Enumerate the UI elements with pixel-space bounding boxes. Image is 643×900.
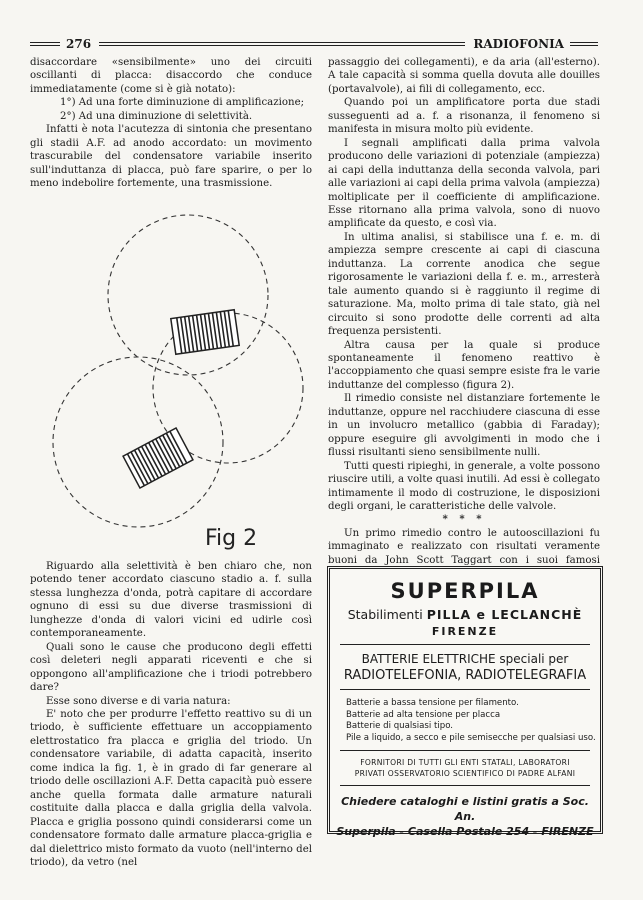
paragraph: In ultima analisi, si stabilisce una f. e. m. di ampiezza sempre crescente ai capi di ciascuna induttanza. La corrente anodica che segue rigorosamente le variazioni della f. e. m., arresterà tale aumento quando si è raggiunto il regime di saturazione. Ma, molto prima di tale stato, già nel circuito si sono prodotte delle correnti ad alta frequenza persistenti. <box>328 231 600 338</box>
paragraph: I segnali amplificati dalla prima valvola producono delle variazioni di potenziale (ampiezza) ai capi della induttanza della seconda valvola, pari alle variazioni ai capi della prima valvola (ampiezza) moltiplicate per il coefficiente di amplificazione. Esse ritornano alla prima valvola, sono di nuovo amplificate da questo, e così via. <box>328 137 600 230</box>
figure-caption: Fig 2 <box>205 526 258 551</box>
paragraph: Quali sono le cause che producono degli effetti così deleteri negli apparati riceventi e che si oppongono all'amplificazione che i triodi potrebbero dare? <box>30 641 312 694</box>
ad-divider <box>340 644 590 645</box>
ad-suppliers-line-2: PRIVATI OSSERVATORIO SCIENTIFICO DI PADRE ALFANI <box>354 769 576 778</box>
list-item: 2°) Ad una diminuzione di selettività. <box>60 110 253 122</box>
paragraph: Infatti è nota l'acutezza di sintonia che presentano gli stadii A.F. ad anodo accordato: un movimento trascurabile del condensatore variabile inserito sull'induttanza di placca, può fare sparire, o per lo meno indebolire fortemente, una trasmissione. <box>30 124 312 190</box>
superpila-advertisement <box>327 566 603 838</box>
journal-title: RADIOFONIA <box>473 37 564 51</box>
header-rule-left <box>30 42 60 46</box>
ad-divider <box>340 750 590 751</box>
paragraph: disaccordare «sensibilmente» uno dei circuiti oscillanti di placca: disaccordo che conduce immediatamente (come si è già notato): <box>30 57 312 95</box>
paragraph: Quando poi un amplificatore porta due stadi susseguenti ad a. f. a risonanza, il fenomeno si manifesta in misura molto più evidente. <box>328 97 600 136</box>
ad-suppliers <box>330 757 600 779</box>
list-item: Batterie ad alta tensione per placca <box>346 709 501 720</box>
ad-headline-2: RADIOTELEFONIA, RADIOTELEGRAFIA <box>343 668 587 683</box>
ad-suppliers-line-1: FORNITORI DI TUTTI GLI ENTI STATALI, LABORATORI <box>360 758 570 767</box>
ad-request-line-1: Chiedere cataloghi e listini gratis a Soc. An. <box>341 795 589 823</box>
list-item: Batterie a bassa tensione per filamento. <box>346 698 519 708</box>
ad-request-line-2: Superpila - Casella Postale 254 - FIRENZE <box>336 825 594 838</box>
ad-city: FIRENZE <box>431 625 499 638</box>
ad-brand: SUPERPILA <box>390 579 540 603</box>
ad-product-list <box>346 698 600 744</box>
ad-subtitle <box>330 607 600 622</box>
header-rule-right <box>570 42 598 46</box>
list-item: Pile a liquido, a secco e pile semisecche per qualsiasi uso. <box>346 732 596 743</box>
upper-coil <box>171 310 239 355</box>
page-number: 276 <box>66 37 92 51</box>
page-header <box>30 34 598 54</box>
ad-divider <box>340 689 590 690</box>
right-column <box>328 56 600 594</box>
ad-subtitle-prefix: Stabilimenti <box>347 607 423 622</box>
header-rule <box>99 42 465 46</box>
paragraph: Altra causa per la quale si produce spontaneamente il fenomeno reattivo è l'accoppiamento che quasi sempre esiste fra le varie induttanze del complesso (figura 2). <box>328 339 600 391</box>
ad-headline-1: BATTERIE ELETTRICHE speciali per <box>361 652 569 666</box>
paragraph: passaggio dei collegamenti), e da aria (all'esterno). A tale capacità si somma quella dovuta alle douilles (portavalvole), ai fili di collegamento, ecc. <box>328 57 600 95</box>
lower-coil <box>123 428 193 488</box>
figure-2 <box>30 200 312 555</box>
paragraph: Un primo rimedio contro le autooscillazioni fu immaginato e realizzato con risultati veramente buoni da John Scott Taggart con i suoi famosi <box>328 527 600 566</box>
paragraph: Tutti questi ripieghi, in generale, a volte possono riuscire utili, a volte quasi inutili. Ad essi è collegato intimamente il modo di costruzione, le disposizioni degli organi, le caratteristiche delle valvole. <box>328 460 600 512</box>
ad-subtitle-names: PILLA e LECLANCHÈ <box>426 607 583 622</box>
coil-coupling-diagram <box>30 200 312 555</box>
paragraph: Riguardo alla selettività è ben chiaro che, non potendo tener accordato ciascuno stadio a. f. sulla stessa lunghezza d'onda, potrà capitare di accordare ognuno di essi su due diverse trasmissioni di lunghezze d'onda di valori vicini ed udirle così contemporaneamente. <box>30 561 312 640</box>
paragraph: Il rimedio consiste nel distanziare fortemente le induttanze, oppure nel racchiudere ciascuna di esse in un involucro metallico (gabbia di Faraday); oppure eseguire gli avvolgimenti in modo che i flussi risultanti sieno sensibilmente nulli. <box>328 393 600 459</box>
ad-request <box>330 794 600 839</box>
left-column-bottom <box>30 560 312 869</box>
lower-field-loop <box>53 357 223 527</box>
paragraph: Esse sono diverse e di varia natura: <box>46 695 231 707</box>
ad-divider <box>340 785 590 786</box>
left-column-top <box>30 56 312 191</box>
paragraph: E' noto che per produrre l'effetto reattivo su di un triodo, è sufficiente effettuare un accoppiamento elettrostatico fra placca e griglia del triodo. Un condensatore variabile, di adatta capacità, inserito come indica la fig. 1, è in grado di far generare al triodo delle oscillazioni A.F. Detta capacità può essere anche quella formata dalle armature naturali costituite dalla placca e dalla griglia della valvola. Placca e griglia possono quindi considerarsi come un condensatore formato dalle armature placca-griglia e dal dielettrico misto formato da vuoto (nell'interno del triodo), da vetro (nel <box>30 708 312 868</box>
section-separator: * * * <box>442 513 486 526</box>
list-item: 1°) Ad una forte diminuzione di amplificazione; <box>60 97 305 109</box>
list-item: Batterie di qualsiasi tipo. <box>346 721 454 731</box>
